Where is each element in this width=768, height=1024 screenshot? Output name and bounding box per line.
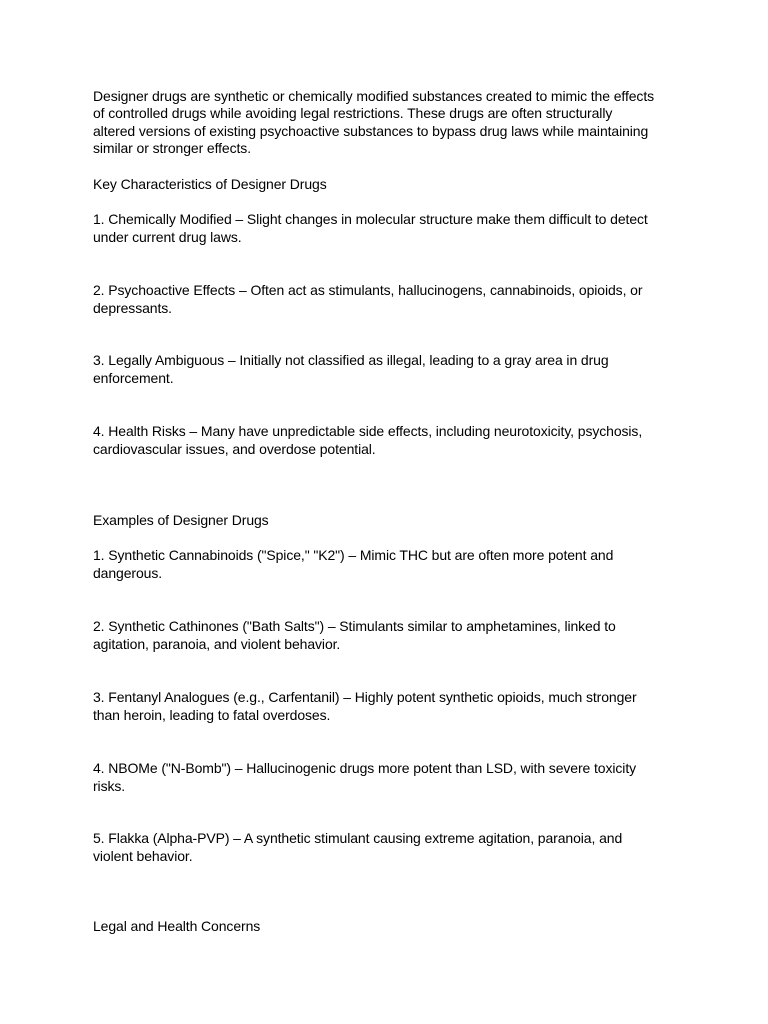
characteristic-item-line: 1. Chemically Modified – Slight changes in molecular structure make them difficult to detect: [93, 211, 648, 227]
example-item-line: 3. Fentanyl Analogues (e.g., Carfentanil) – Highly potent synthetic opioids, much stronger: [93, 689, 637, 705]
characteristic-item-line: 2. Psychoactive Effects – Often act as stimulants, hallucinogens, cannabinoids, opioids, or: [93, 282, 643, 298]
characteristic-item-line: under current drug laws.: [93, 229, 242, 245]
example-item-line: than heroin, leading to fatal overdoses.: [93, 707, 331, 723]
section-heading-characteristics: Key Characteristics of Designer Drugs: [93, 176, 327, 192]
characteristic-item-line: enforcement.: [93, 370, 174, 386]
example-item-line: 1. Synthetic Cannabinoids ("Spice," "K2") – Mimic THC but are often more potent and: [93, 547, 614, 563]
intro-line: similar or stronger effects.: [93, 140, 251, 156]
characteristic-item-line: depressants.: [93, 300, 172, 316]
section-heading-examples: Examples of Designer Drugs: [93, 512, 269, 528]
example-item-line: 4. NBOMe ("N-Bomb") – Hallucinogenic drugs more potent than LSD, with severe toxicity: [93, 760, 637, 776]
intro-line: Designer drugs are synthetic or chemically modified substances created to mimic the effects: [93, 88, 655, 104]
characteristic-item-line: 3. Legally Ambiguous – Initially not classified as illegal, leading to a gray area in drug: [93, 352, 609, 368]
example-item-line: violent behavior.: [93, 848, 193, 864]
characteristic-item-line: cardiovascular issues, and overdose potential.: [93, 441, 376, 457]
intro-line: of controlled drugs while avoiding legal restrictions. These drugs are often structurally: [93, 105, 613, 121]
example-item-line: risks.: [93, 778, 126, 794]
example-item-line: 2. Synthetic Cathinones ("Bath Salts") – Stimulants similar to amphetamines, linked to: [93, 618, 616, 634]
example-item-line: 5. Flakka (Alpha-PVP) – A synthetic stimulant causing extreme agitation, paranoia, and: [93, 830, 623, 846]
intro-line: altered versions of existing psychoactive substances to bypass drug laws while maintaining: [93, 123, 649, 139]
section-heading-concerns: Legal and Health Concerns: [93, 918, 261, 934]
example-item-line: agitation, paranoia, and violent behavior.: [93, 636, 341, 652]
example-item-line: dangerous.: [93, 565, 163, 581]
characteristic-item-line: 4. Health Risks – Many have unpredictable side effects, including neurotoxicity, psychosis,: [93, 423, 643, 439]
